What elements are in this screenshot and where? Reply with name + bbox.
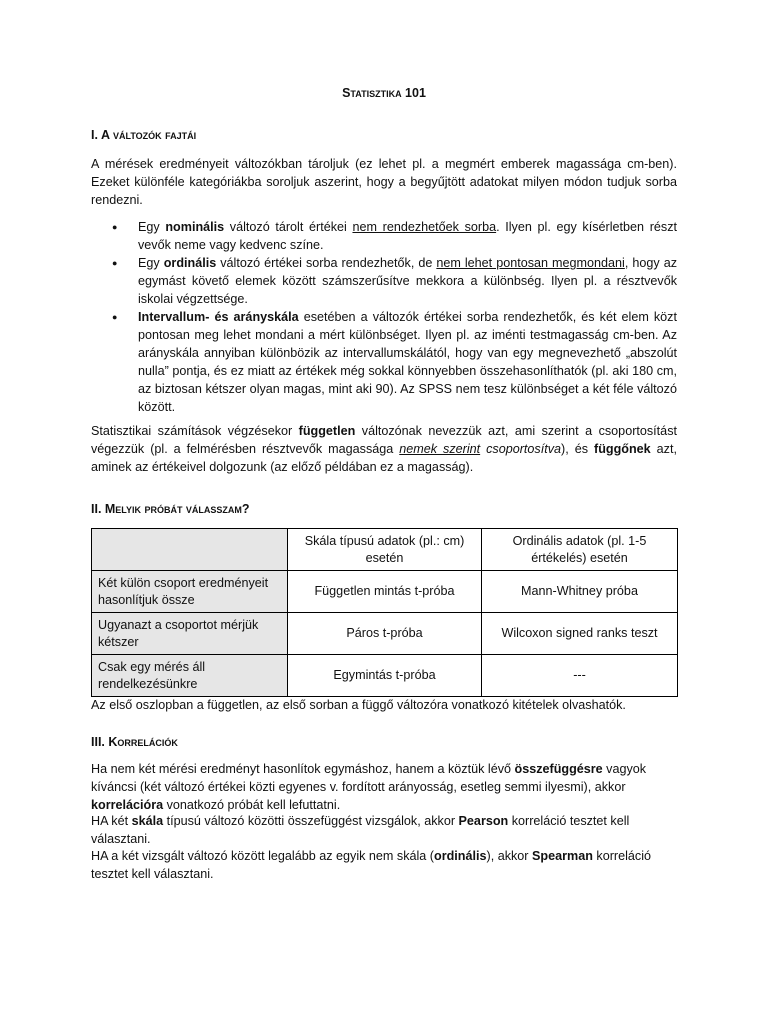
table-corner-cell xyxy=(92,529,288,571)
spearman-paragraph: HA a két vizsgált változó között legalább az egyik nem skála (ordinális), akkor Spearman korreláció tesztet kell választani. xyxy=(91,849,651,881)
table-cell: Wilcoxon signed ranks teszt xyxy=(482,613,678,655)
table-note: Az első oszlopban a független, az első sorban a függő változóra vonatkozó kitételek olvashatók. xyxy=(91,698,626,712)
correlation-intro-paragraph: Ha nem két mérési eredményt hasonlítok egymáshoz, hanem a köztük lévő összefüggésre vagyok kíváncsi (két változó értékei közti egyenes v. fordított arányosság, esetleg semmi ilyesmi), akkor korrelációra vonatkozó próbát kell lefuttatni. xyxy=(91,762,647,812)
table-cell: Mann-Whitney próba xyxy=(482,571,678,613)
section-3-heading: III. Korrelációk xyxy=(91,735,178,749)
table-cell: --- xyxy=(482,655,678,697)
table-cell: Egymintás t-próba xyxy=(288,655,482,697)
section-1-heading: I. A változók fajtái xyxy=(91,128,197,142)
independent-dependent-paragraph: Statisztikai számítások végzésekor független változónak nevezzük azt, ami szerint a csoportosítást végezzük (pl. a felmérésben résztvevők magassága nemek szerint csoportosítva), és függőnek azt, aminek az értékeivel dolgozunk (az előző példában ez a magasság). xyxy=(91,424,677,474)
table-header-cell: Skála típusú adatok (pl.: cm) esetén xyxy=(288,529,482,571)
pearson-paragraph: HA két skála típusú változó közötti összefüggést vizsgálok, akkor Pearson korreláció tesztet kell választani. xyxy=(91,814,630,846)
table-row xyxy=(92,655,678,697)
table-row-label: Ugyanazt a csoportot mérjük kétszer xyxy=(92,613,288,655)
list-item-ordinal: ● Egy ordinális változó értékei sorba rendezhetők, de nem lehet pontosan megmondani, hogy az egymást követő elemek között számszerűsítve mekkora a különbség. Ilyen pl. a résztvevők iskolai végzettsége. xyxy=(91,254,677,308)
table-cell: Független mintás t-próba xyxy=(288,571,482,613)
variable-types-list xyxy=(91,218,677,416)
table-row xyxy=(92,613,678,655)
test-selection-table xyxy=(91,528,678,697)
table-header-row xyxy=(92,529,678,571)
list-item-nominal: ● Egy nominális változó tárolt értékei nem rendezhetőek sorba. Ilyen pl. egy kísérletben részt vevők neme vagy kedvenc színe. xyxy=(91,218,677,254)
table-row xyxy=(92,571,678,613)
page-title: Statisztika 101 xyxy=(342,86,426,100)
list-item-interval-ratio: ● Intervallum- és arányskála esetében a változók értékei sorba rendezhetők, és két elem közt pontosan meg lehet mondani a mért különbséget. Ilyen pl. az iménti testmagasság cm-ben. Az arányskála annyiban különbözik az intervallumskálától, hogy van egy megnevezhető „abszolút nulla” pontja, és ez miatt az értékek még sokkal könnyebben összehasonlíthatók (pl. aki 180 cm, az biztosan kétszer olyan magas, mint aki 90). Az SPSS nem tesz különbséget a két féle változó között. xyxy=(91,308,677,416)
section-2-heading: II. Melyik próbát válasszam? xyxy=(91,502,250,516)
table-row-label: Csak egy mérés áll rendelkezésünkre xyxy=(92,655,288,697)
section-1-intro: A mérések eredményeit változókban tároljuk (ez lehet pl. a megmért emberek magassága cm-ben). Ezeket különféle kategóriákba soroljuk aszerint, hogy a begyűjtött adatokat milyen módon tudjuk sorba rendezni. xyxy=(91,157,677,207)
table-header-cell: Ordinális adatok (pl. 1-5 értékelés) esetén xyxy=(482,529,678,571)
table-row-label: Két külön csoport eredményeit hasonlítjuk össze xyxy=(92,571,288,613)
table-cell: Páros t-próba xyxy=(288,613,482,655)
